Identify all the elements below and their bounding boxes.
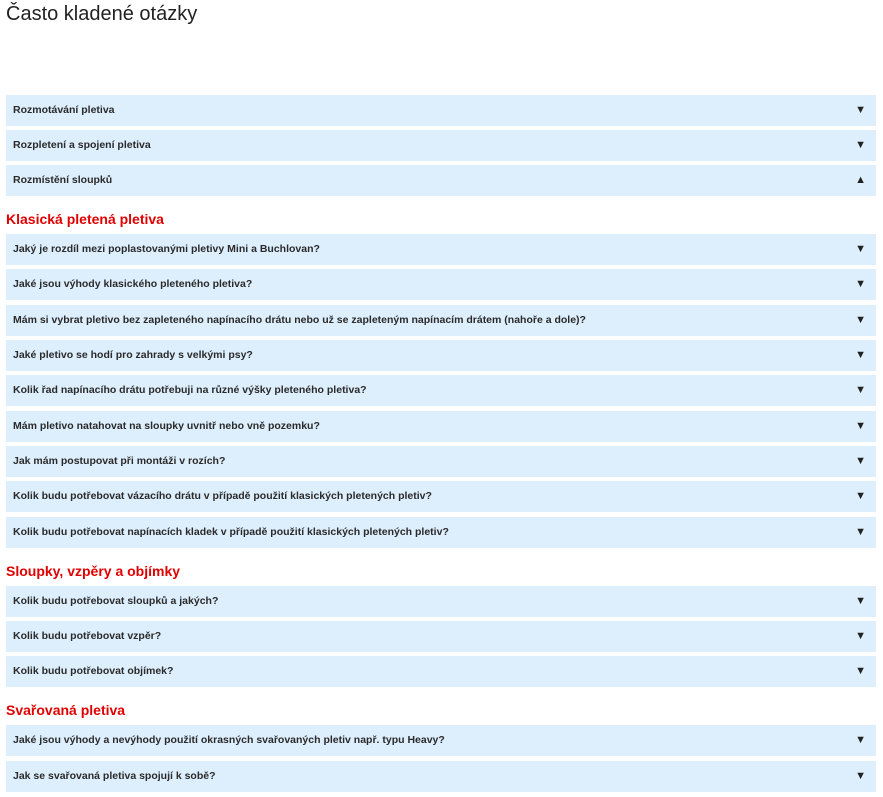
faq-item[interactable]: [6, 130, 876, 161]
faq-item[interactable]: [6, 305, 876, 336]
chevron-down-icon[interactable]: ▼: [855, 314, 866, 326]
chevron-down-icon[interactable]: ▼: [855, 384, 866, 396]
faq-question: Mám pletivo natahovat na sloupky uvnitř nebo vně pozemku?: [13, 420, 320, 432]
faq-item[interactable]: [6, 725, 876, 756]
chevron-down-icon[interactable]: ▼: [855, 349, 866, 361]
chevron-down-icon[interactable]: ▼: [855, 490, 866, 502]
section-heading: Sloupky, vzpěry a objímky: [6, 563, 181, 579]
faq-question: Rozpletení a spojení pletiva: [13, 139, 151, 151]
faq-question: Jak mám postupovat při montáži v rozích?: [13, 455, 226, 467]
chevron-down-icon[interactable]: ▼: [855, 243, 866, 255]
faq-item[interactable]: [6, 340, 876, 371]
faq-item[interactable]: [6, 761, 876, 792]
faq-item[interactable]: [6, 517, 876, 548]
chevron-down-icon[interactable]: ▼: [855, 734, 866, 746]
chevron-down-icon[interactable]: ▼: [855, 526, 866, 538]
faq-question: Kolik budu potřebovat objímek?: [13, 665, 174, 677]
chevron-down-icon[interactable]: ▼: [855, 665, 866, 677]
chevron-down-icon[interactable]: ▼: [855, 278, 866, 290]
faq-question: Jaký je rozdíl mezi poplastovanými pletivy Mini a Buchlovan?: [13, 243, 320, 255]
chevron-down-icon[interactable]: ▼: [855, 104, 866, 116]
chevron-down-icon[interactable]: ▼: [855, 420, 866, 432]
faq-item[interactable]: [6, 656, 876, 687]
faq-item[interactable]: [6, 446, 876, 477]
faq-item[interactable]: [6, 375, 876, 406]
chevron-down-icon[interactable]: ▼: [855, 455, 866, 467]
chevron-up-icon[interactable]: ▲: [855, 174, 866, 186]
faq-question: Mám si vybrat pletivo bez zapleteného napínacího drátu nebo už se zapleteným napínacím drátem (nahoře a dole)?: [13, 314, 586, 326]
section-heading: Svařovaná pletiva: [6, 702, 126, 718]
faq-item[interactable]: [6, 411, 876, 442]
section-heading: Klasická pletená pletiva: [6, 211, 164, 227]
faq-question: Kolik budu potřebovat napínacích kladek v případě použití klasických pletených pletiv?: [13, 526, 449, 538]
faq-question: Jaké jsou výhody klasického pleteného pletiva?: [13, 278, 253, 290]
faq-question: Kolik řad napínacího drátu potřebuji na různé výšky pleteného pletiva?: [13, 384, 367, 396]
faq-item[interactable]: [6, 95, 876, 126]
faq-question: Kolik budu potřebovat vzpěr?: [13, 630, 162, 642]
faq-item[interactable]: [6, 621, 876, 652]
faq-question: Jaké jsou výhody a nevýhody použití okrasných svařovaných pletiv např. typu Heavy?: [13, 734, 445, 746]
faq-question: Kolik budu potřebovat vázacího drátu v případě použití klasických pletených pletiv?: [13, 490, 432, 502]
chevron-down-icon[interactable]: ▼: [855, 770, 866, 782]
faq-item[interactable]: [6, 481, 876, 512]
chevron-down-icon[interactable]: ▼: [855, 139, 866, 151]
faq-question: Rozmotávání pletiva: [13, 104, 115, 116]
faq-item[interactable]: [6, 234, 876, 265]
faq-question: Rozmístění sloupků: [13, 174, 113, 186]
faq-question: Kolik budu potřebovat sloupků a jakých?: [13, 595, 219, 607]
faq-question: Jak se svařovaná pletiva spojují k sobě?: [13, 770, 216, 782]
faq-item-expanded[interactable]: [6, 165, 876, 196]
faq-question: Jaké pletivo se hodí pro zahrady s velkými psy?: [13, 349, 253, 361]
faq-item[interactable]: [6, 586, 876, 617]
chevron-down-icon[interactable]: ▼: [855, 595, 866, 607]
faq-item[interactable]: [6, 269, 876, 300]
page-title: Často kladené otázky: [6, 3, 198, 25]
chevron-down-icon[interactable]: ▼: [855, 630, 866, 642]
